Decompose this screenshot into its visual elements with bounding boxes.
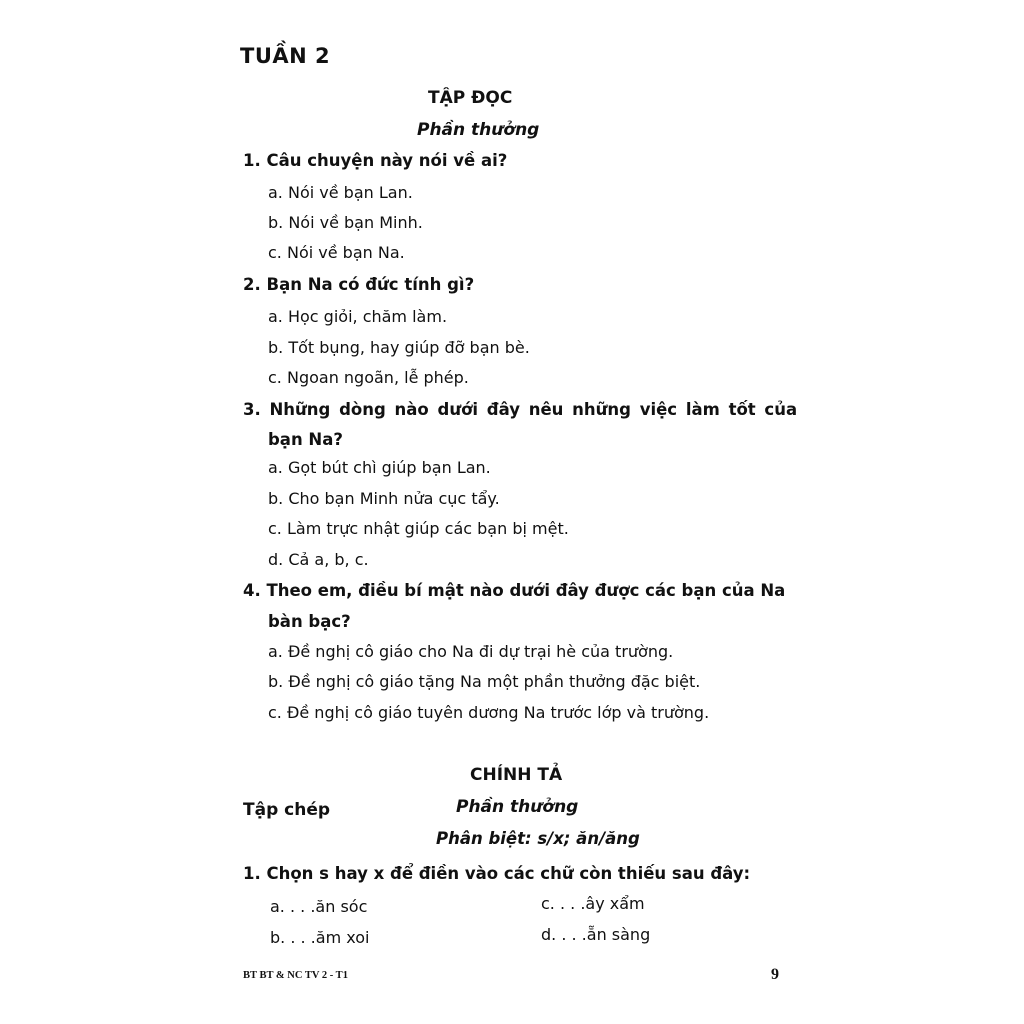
question-2-option-c: c. Ngoan ngoãn, lễ phép. — [268, 368, 469, 387]
question-2: 2. Bạn Na có đức tính gì? — [243, 275, 475, 294]
question-1-option-a: a. Nói về bạn Lan. — [268, 183, 413, 202]
question-3-option-a: a. Gọt bút chì giúp bạn Lan. — [268, 458, 491, 477]
question-4-option-a: a. Đề nghị cô giáo cho Na đi dự trại hè của trường. — [268, 642, 674, 661]
copy-exercise-label: Tập chép — [243, 800, 331, 820]
week-title: TUẦN 2 — [240, 44, 331, 68]
spelling-question-1: 1. Chọn s hay x để điền vào các chữ còn thiếu sau đây: — [243, 864, 751, 883]
question-4-option-b: b. Đề nghị cô giáo tặng Na một phần thưởng đặc biệt. — [268, 672, 701, 691]
reading-story-title: Phần thưởng — [417, 120, 540, 140]
question-3-option-d: d. Cả a, b, c. — [268, 550, 369, 569]
reading-section-title: TẬP ĐỌC — [428, 88, 513, 108]
spelling-story-title: Phần thưởng — [456, 797, 579, 817]
question-1-option-c: c. Nói về bạn Na. — [268, 243, 405, 262]
question-4-option-c: c. Đề nghị cô giáo tuyên dương Na trước lớp và trường. — [268, 703, 710, 722]
fill-item-c: c. . . .ây xẩm — [541, 894, 645, 913]
question-1: 1. Câu chuyện này nói về ai? — [243, 151, 508, 170]
question-2-option-a: a. Học giỏi, chăm làm. — [268, 307, 448, 326]
question-3-line-2: bạn Na? — [268, 430, 343, 449]
fill-item-a: a. . . .ăn sóc — [270, 897, 368, 916]
question-4-line-2: bàn bạc? — [268, 612, 351, 631]
fill-item-b: b. . . .ăm xoi — [270, 928, 370, 947]
question-2-option-b: b. Tốt bụng, hay giúp đỡ bạn bè. — [268, 338, 530, 357]
spelling-subtitle: Phân biệt: s/x; ăn/ăng — [436, 829, 640, 848]
book-code: BT BT & NC TV 2 - T1 — [243, 970, 348, 981]
question-4-line-1: 4. Theo em, điều bí mật nào dưới đây được các bạn của Na — [243, 581, 786, 600]
spelling-section-title: CHÍNH TẢ — [470, 765, 563, 785]
question-3-option-c: c. Làm trực nhật giúp các bạn bị mệt. — [268, 519, 569, 538]
question-3-line-1: 3. Những dòng nào dưới đây nêu những việc làm tốt của — [243, 400, 798, 419]
page-number: 9 — [771, 966, 779, 983]
question-3-option-b: b. Cho bạn Minh nửa cục tẩy. — [268, 489, 500, 508]
fill-item-d: d. . . .ẵn sàng — [541, 925, 651, 944]
question-1-option-b: b. Nói về bạn Minh. — [268, 213, 423, 232]
